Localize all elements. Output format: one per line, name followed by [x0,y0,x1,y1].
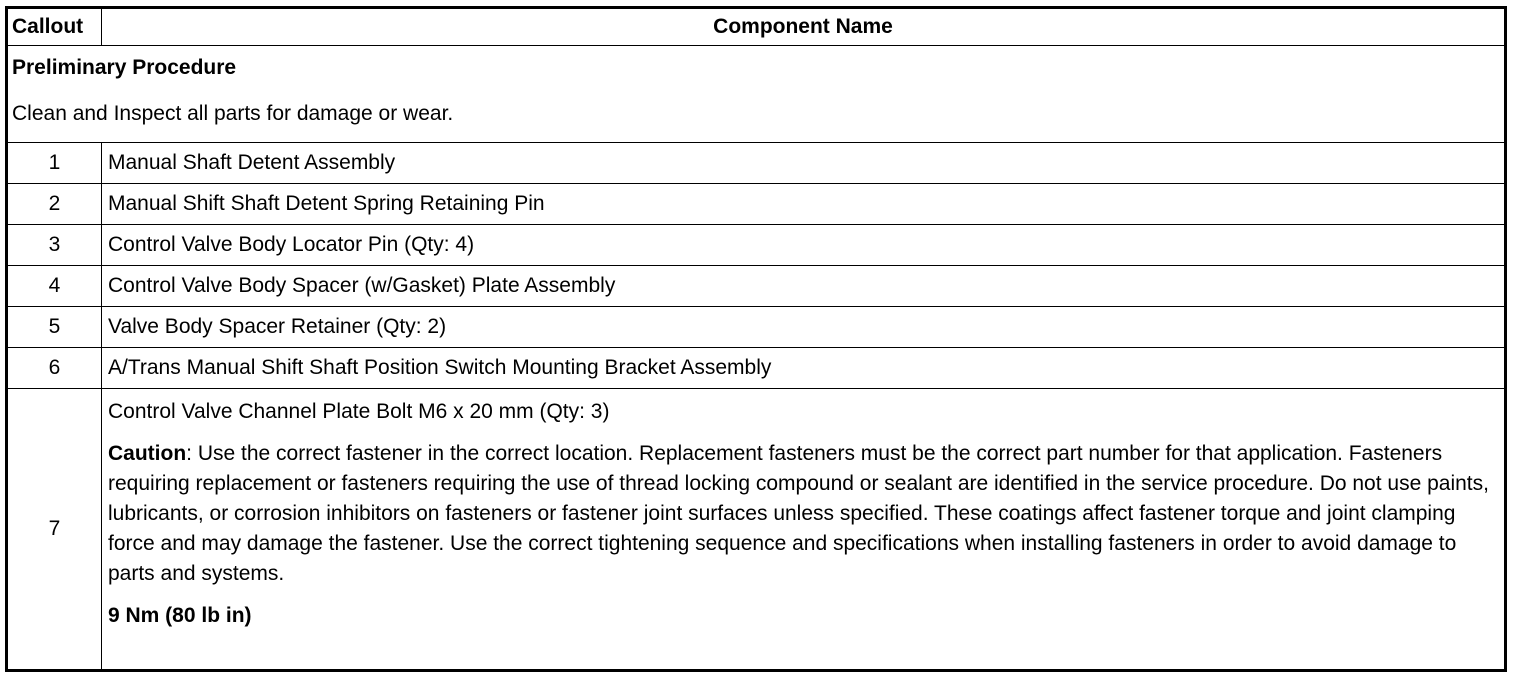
callout-number: 7 [7,389,102,671]
callout-number: 4 [7,266,102,307]
component-name: Manual Shaft Detent Assembly [102,143,1506,184]
component-name: Control Valve Channel Plate Bolt M6 x 20 mm (Qty: 3) [108,400,610,423]
preliminary-procedure-cell [7,46,1506,143]
torque-spec: 9 Nm (80 lb in) [108,604,252,627]
preliminary-procedure-title: Preliminary Procedure [12,56,237,79]
component-name-column-header: Component Name [102,8,1506,46]
component-detail-cell [102,389,1506,671]
caution-label: Caution [108,442,187,465]
callout-number: 6 [7,348,102,389]
table-row [7,266,1506,307]
caution-text: : Use the correct fastener in the correct location. Replacement fasteners must be the correct part number for that application. Fasteners requiring replacement or fasteners requiring the use of thread locking compound or sealant are identified in the service procedure. Do not use paints, lubricants, or corrosion inhibitors on fasteners or fastener joint surfaces unless specified. These coatings affect fastener torque and joint clamping force and may damage the fastener. Use the correct tightening sequence and specifications when installing fasteners in order to avoid damage to parts and systems. [108,442,1489,585]
table-row [7,184,1506,225]
callout-number: 1 [7,143,102,184]
table-row [7,307,1506,348]
component-name: Manual Shift Shaft Detent Spring Retaining Pin [102,184,1506,225]
component-name: Valve Body Spacer Retainer (Qty: 2) [102,307,1506,348]
component-name: Control Valve Body Spacer (w/Gasket) Plate Assembly [102,266,1506,307]
callout-number: 5 [7,307,102,348]
preliminary-procedure-row [7,46,1506,143]
component-table [5,6,1507,672]
table-row [7,225,1506,266]
callout-column-header: Callout [7,8,102,46]
preliminary-procedure-text: Clean and Inspect all parts for damage or wear. [12,102,454,125]
table-row [7,348,1506,389]
callout-number: 3 [7,225,102,266]
caution-note [108,439,1494,589]
component-name: A/Trans Manual Shift Shaft Position Switch Mounting Bracket Assembly [102,348,1506,389]
table-row [7,143,1506,184]
callout-number: 2 [7,184,102,225]
table-header-row [7,8,1506,46]
component-name: Control Valve Body Locator Pin (Qty: 4) [102,225,1506,266]
table-row [7,389,1506,671]
